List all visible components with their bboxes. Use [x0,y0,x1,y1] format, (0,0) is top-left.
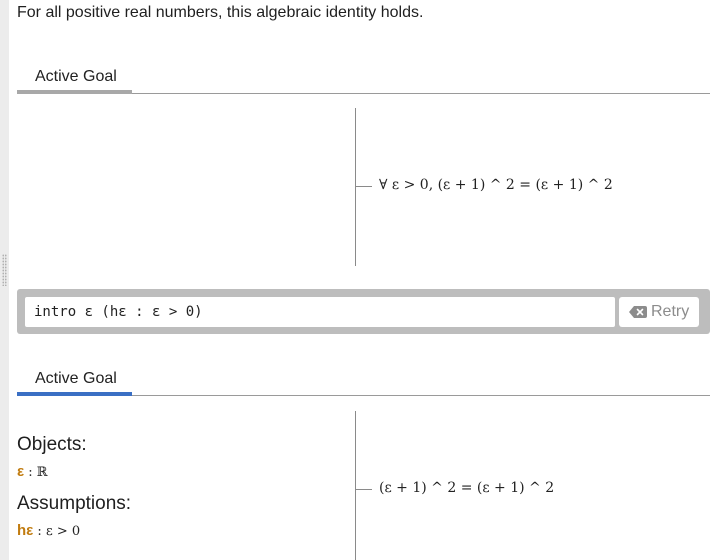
left-gutter [0,0,9,560]
object-name[interactable]: ε [17,463,25,480]
tactic-input[interactable]: intro ε (hε : ε > 0) [25,297,615,327]
turnstile-icon [356,186,372,187]
tab-underline [17,392,132,396]
tab-active-goal-initial[interactable] [17,64,132,94]
tab-active-goal-current[interactable] [17,366,132,396]
theorem-statement: For all positive real numbers, this algebraic identity holds. [17,4,424,21]
panel-divider [355,108,356,266]
assumption-item [17,522,80,539]
initial-goal-tab-bar [17,64,710,94]
current-goal-panel [17,411,710,560]
assumption-type: ε > 0 [45,524,81,539]
resize-handle-icon[interactable] [2,254,7,286]
objects-heading: Objects: [17,434,87,455]
object-item [17,463,48,480]
assumption-name[interactable]: hε [17,522,34,539]
backspace-x-icon [629,306,647,318]
current-goal-tab-bar [17,366,710,396]
tab-label: Active Goal [35,370,117,387]
panel-divider [355,411,356,560]
turnstile-icon [356,489,372,490]
tab-label: Active Goal [35,68,117,85]
tactic-bar [17,289,710,334]
object-type: ℝ [36,465,48,480]
object-separator: : [24,465,37,480]
goal-formula: ∀ ε > 0, (ε + 1) ^ 2 = (ε + 1) ^ 2 [379,177,613,193]
goal-formula: (ε + 1) ^ 2 = (ε + 1) ^ 2 [379,480,555,496]
retry-button[interactable] [619,297,699,327]
retry-label: Retry [651,303,690,320]
assumption-separator: : [33,524,46,539]
assumptions-heading: Assumptions: [17,493,132,514]
tab-underline [17,90,132,94]
initial-goal-panel [17,108,710,266]
